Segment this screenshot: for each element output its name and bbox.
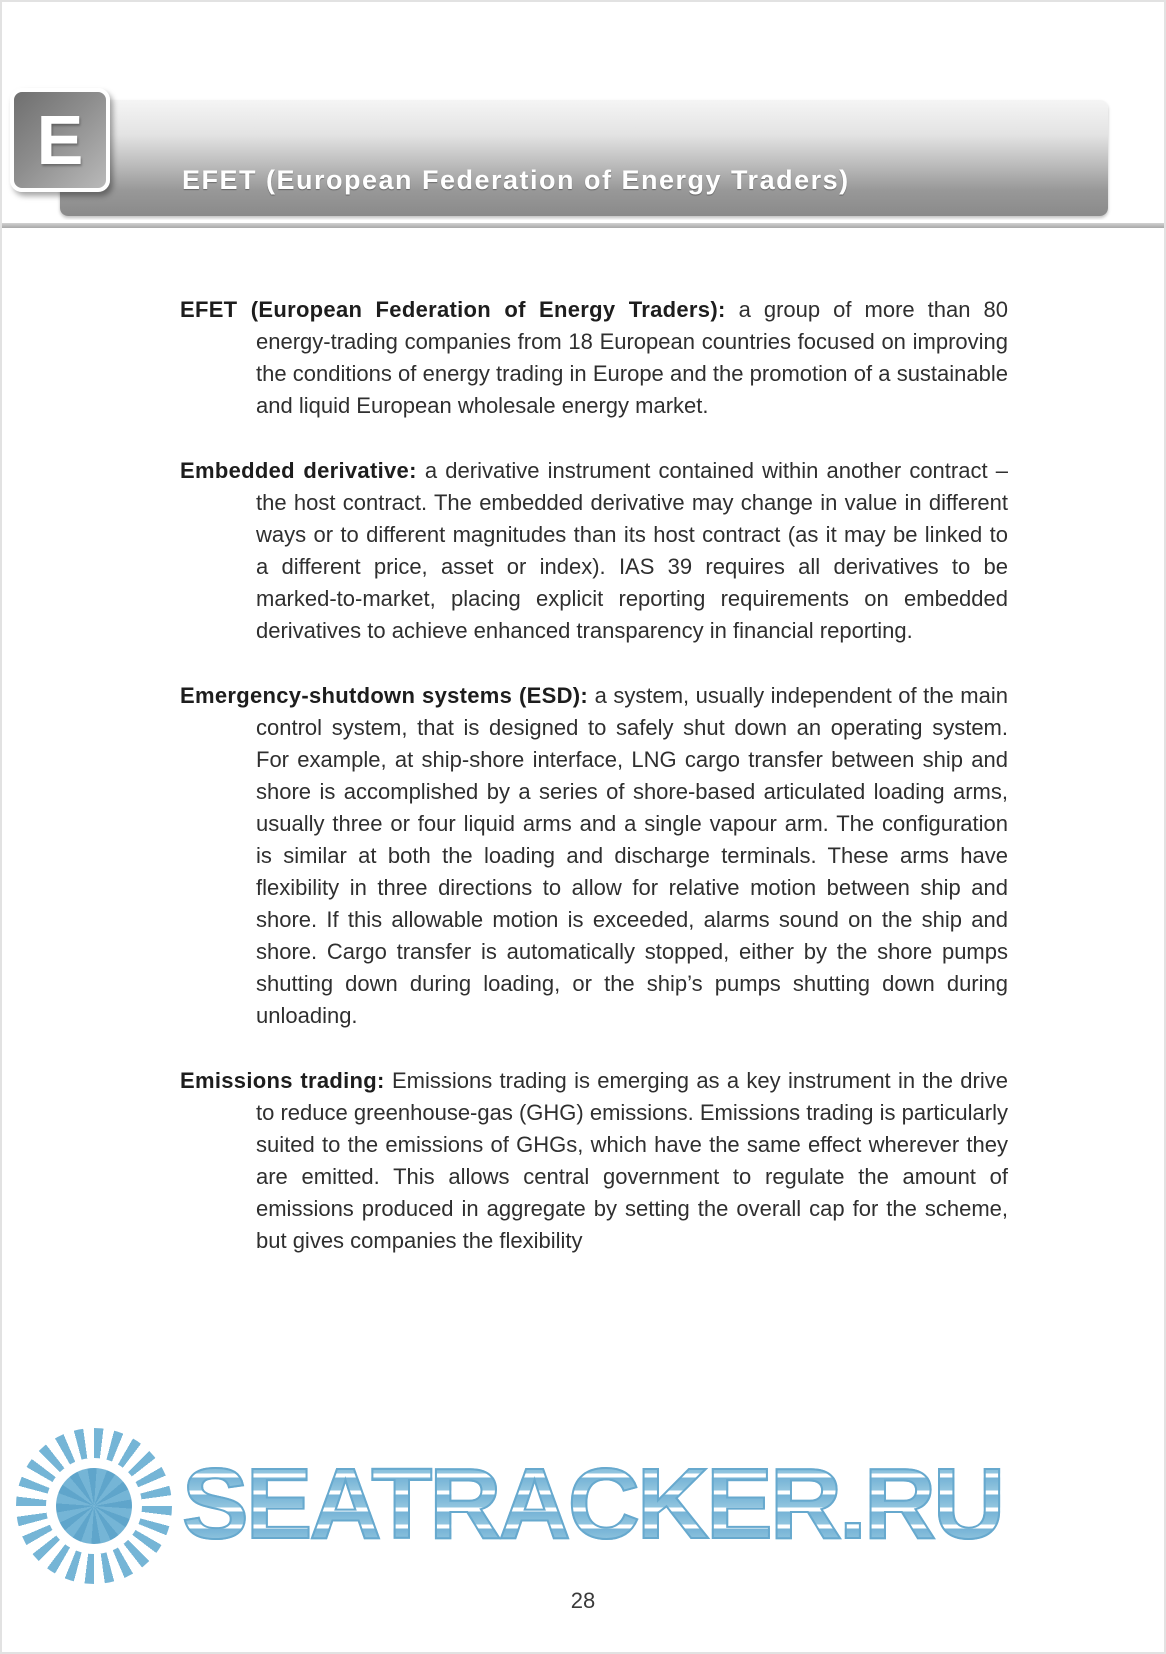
section-letter: E <box>36 101 84 179</box>
sun-rays <box>16 1428 172 1584</box>
entry-body: a group of more than 80 energy-trading companies from 18 European countries focused on improving the conditions of energy trading in Europe and the promotion of a sustainable and liquid European wholesale energy market. <box>256 297 1008 418</box>
watermark <box>2 1426 1166 1586</box>
entry-term: Emergency-shutdown systems (ESD): <box>180 683 589 708</box>
header-rule <box>2 220 1164 228</box>
entry-body: Emissions trading is emerging as a key instrument in the drive to reduce greenhouse-gas (GHG) emissions. Emissions trading is particularly suited to the emissions of GHGs, which have the same effect wherever they are emitted. This allows central government to regulate the amount of emissions produced in aggregate by setting the overall cap for the scheme, but gives companies the flexibility <box>256 1068 1008 1253</box>
entry-body: a system, usually independent of the main control system, that is designed to safely shut down an operating system. For example, at ship-shore interface, LNG cargo transfer between ship and shore is accomplished by a series of shore-based articulated loading arms, usually three or four liquid arms and a single vapour arm. The configuration is similar at both the loading and discharge terminals. These arms have flexibility in three directions to allow for relative motion between ship and shore. If this allowable motion is exceeded, alarms sound on the ship and shore. Cargo transfer is automatically stopped, either by the shore pumps shutting down during loading, or the ship’s pumps shutting down during unloading. <box>256 683 1008 1028</box>
glossary-entry <box>180 455 1008 647</box>
section-letter-tab <box>10 88 110 192</box>
sun-logo-icon <box>16 1428 172 1584</box>
glossary-entry <box>180 1065 1008 1257</box>
watermark-text: SEATRACKER.RU <box>182 1444 1157 1564</box>
glossary-content <box>180 294 1008 1290</box>
page-number: 28 <box>570 1588 596 1613</box>
entry-term: EFET (European Federation of Energy Traders): <box>180 297 726 322</box>
glossary-entry <box>180 680 1008 1032</box>
sun-core <box>56 1468 132 1544</box>
entry-term: Embedded derivative: <box>180 458 417 483</box>
sun-ring <box>46 1458 142 1554</box>
entry-body: a derivative instrument contained within another contract – the host contract. The embedded derivative may change in value in different ways or to different magnitudes than its host contract (as it may be linked to a different price, asset or index). IAS 39 requires all derivatives to be marked-to-market, placing explicit reporting requirements on embedded derivatives to achieve enhanced transparency in financial reporting. <box>256 458 1008 643</box>
glossary-entry <box>180 294 1008 422</box>
header-title: EFET (European Federation of Energy Traders) <box>182 165 850 195</box>
header-banner <box>60 100 1108 216</box>
entry-term: Emissions trading: <box>180 1068 385 1093</box>
